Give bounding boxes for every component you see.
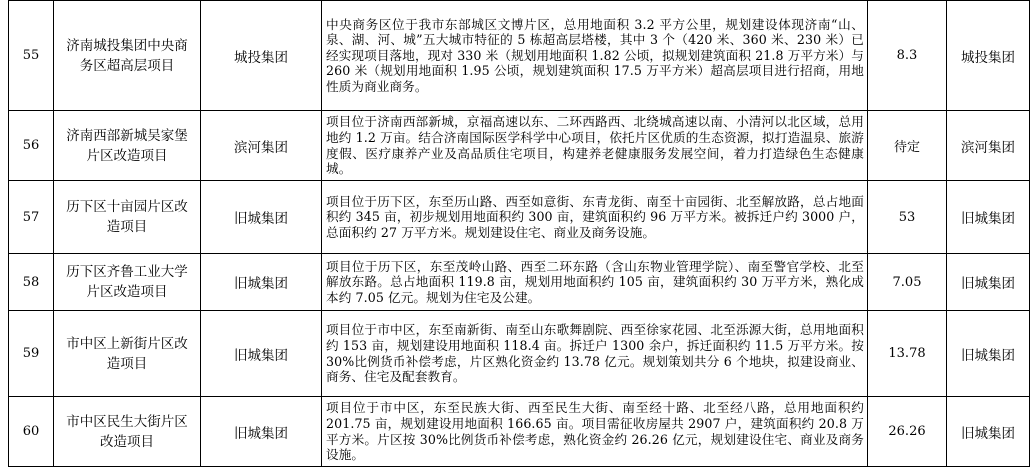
owner-unit: 旧城集团 (947, 181, 1030, 254)
responsible-unit: 城投集团 (201, 1, 322, 111)
project-table-page (8, 0, 1015, 467)
project-description: 项目位于历下区，东至历山路、西至如意街、东青龙街、南至十亩园街、北至解放路，总占地面积约 345 亩，初步规划用地面积约 300 亩，建筑面积约 96 万平方米。被拆迁户约 3000 户，总面积约 27 万平方米。规划建设住宅、商业及商务设施。 (322, 181, 868, 254)
project-description: 项目位于市中区，东至民族大街、西至民生大街、南至经十路、北至经八路，总用地面积约 201.75 亩，规划建设用地面积 166.65 亩。项目需征收房屋共 2907 户，建筑面积约 20.8 万平方米。片区按 30%比例货币补偿考虑，熟化资金约 26.26 亿元，规划建设住宅、商业及商务设施。 (322, 397, 868, 467)
project-description: 中央商务区位于我市东部城区文博片区，总用地面积 3.2 平方公里，规划建设体现济南“山、泉、湖、河、城”五大城市特征的 5 栋超高层塔楼，其中 3 个（420 米、360 米、230 米）已经实现项目落地，现对 330 米（规划用地面积 1.82 公顷，拟规划建筑面积 21.8 万平方米）与 260 米（规划用地面积 1.95 公顷，规划建筑面积 17.5 万平方米）超高层项目进行招商，用地性质为商业商务。 (322, 1, 868, 111)
row-number: 57 (9, 181, 54, 254)
project-name: 历下区十亩园片区改造项目 (54, 181, 201, 254)
row-number: 55 (9, 1, 54, 111)
project-name: 历下区齐鲁工业大学片区改造项目 (54, 254, 201, 311)
project-name: 济南城投集团中央商务区超高层项目 (54, 1, 201, 111)
row-number: 60 (9, 397, 54, 467)
project-name: 济南西部新城吴家堡片区改造项目 (54, 111, 201, 181)
investment-amount: 8.3 (868, 1, 947, 111)
table-row (9, 111, 1030, 181)
owner-unit: 旧城集团 (947, 254, 1030, 311)
row-number: 56 (9, 111, 54, 181)
investment-amount: 26.26 (868, 397, 947, 467)
responsible-unit: 旧城集团 (201, 397, 322, 467)
project-description: 项目位于济南西部新城，京福高速以东、二环西路西、北绕城高速以南、小清河以北区域，总用地约 1.2 万亩。结合济南国际医学科学中心项目，依托片区优质的生态资源，拟打造温泉、旅游度假、医疗康养产业及高品质住宅项目，构建养老健康服务发展空间，着力打造绿色生态健康城。 (322, 111, 868, 181)
investment-amount: 7.05 (868, 254, 947, 311)
owner-unit: 滨河集团 (947, 111, 1030, 181)
project-name: 市中区上新街片区改造项目 (54, 311, 201, 397)
owner-unit: 旧城集团 (947, 397, 1030, 467)
owner-unit: 城投集团 (947, 1, 1030, 111)
investment-amount: 13.78 (868, 311, 947, 397)
table-row (9, 311, 1030, 397)
owner-unit: 旧城集团 (947, 311, 1030, 397)
table-row (9, 397, 1030, 467)
project-description: 项目位于市中区，东至南新街、南至山东歌舞剧院、西至徐家花园、北至泺源大街，总用地面积约 153 亩，规划建设用地面积 118.4 亩。拆迁户 1300 余户，拆迁面积约 11.5 万平方米。按 30%比例货币补偿考虑，片区熟化资金约 13.78 亿元。规划策划共分 6 个地块，拟建设商业、商务、住宅及配套教育。 (322, 311, 868, 397)
responsible-unit: 旧城集团 (201, 181, 322, 254)
responsible-unit: 旧城集团 (201, 254, 322, 311)
project-table (8, 0, 1030, 467)
project-description: 项目位于历下区，东至茂岭山路、西至二环东路（含山东物业管理学院）、南至警官学校、北至解放东路。总占地面积 119.8 亩，规划用地面积约 105 亩，建筑面积约 30 万平方米，熟化成本约 7.05 亿元。规划为住宅及公建。 (322, 254, 868, 311)
table-row (9, 181, 1030, 254)
table-row (9, 254, 1030, 311)
investment-amount: 待定 (868, 111, 947, 181)
investment-amount: 53 (868, 181, 947, 254)
responsible-unit: 滨河集团 (201, 111, 322, 181)
project-name: 市中区民生大街片区改造项目 (54, 397, 201, 467)
row-number: 59 (9, 311, 54, 397)
responsible-unit: 旧城集团 (201, 311, 322, 397)
row-number: 58 (9, 254, 54, 311)
table-row (9, 1, 1030, 111)
